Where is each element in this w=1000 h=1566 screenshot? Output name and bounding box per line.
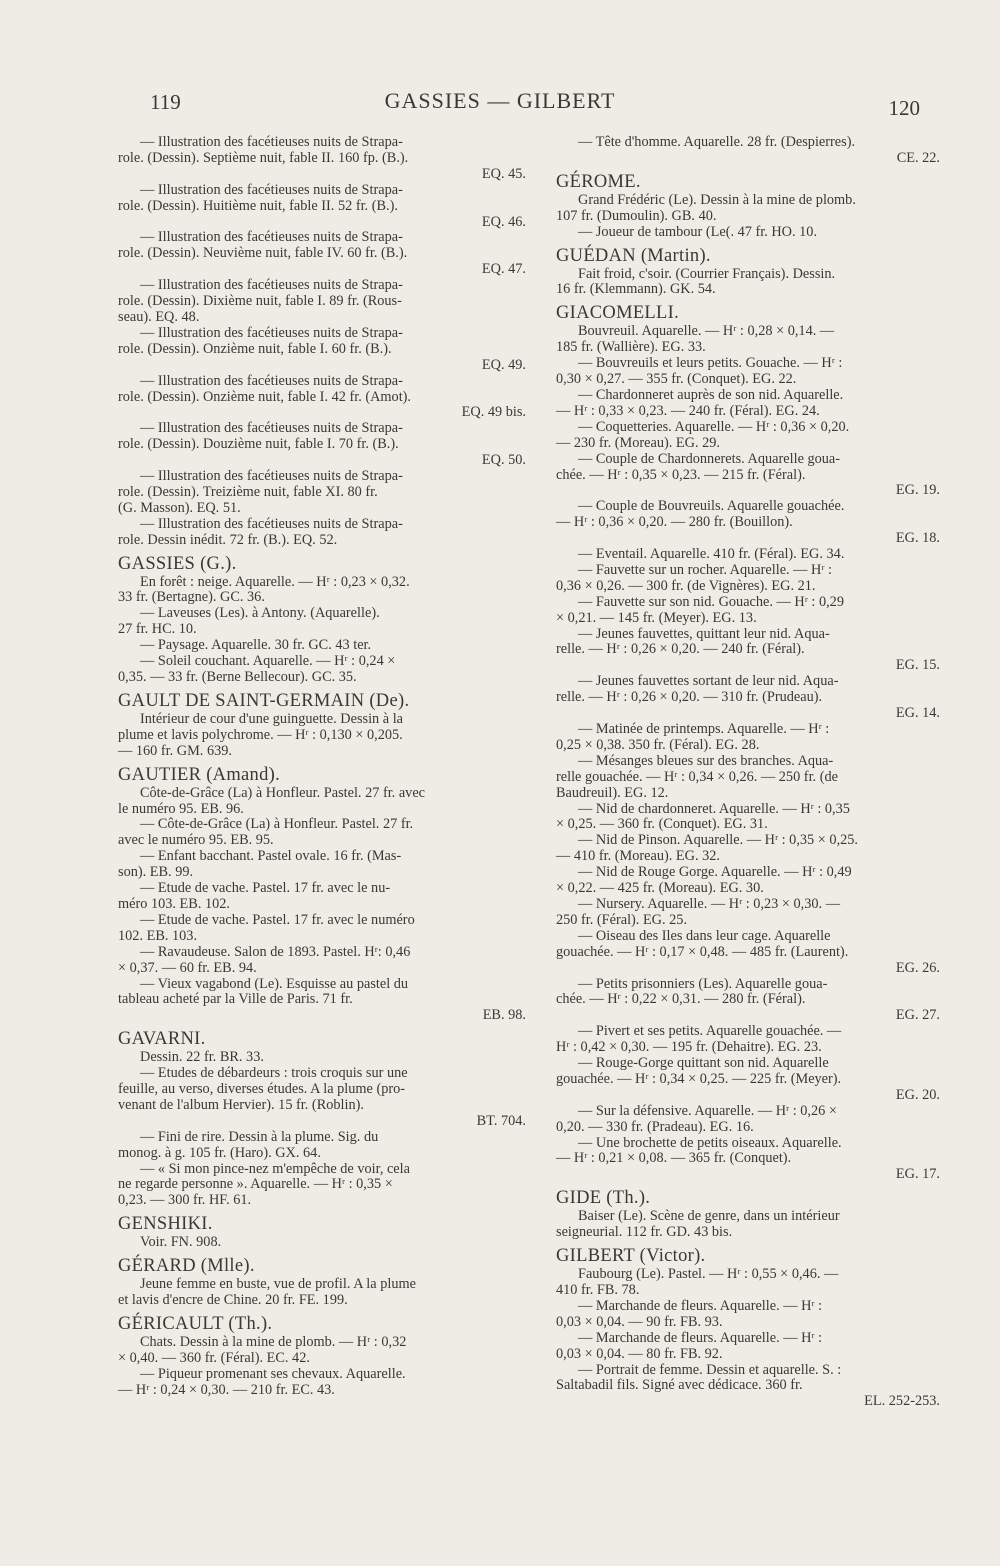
entry-line: méro 103. EB. 102. bbox=[118, 895, 230, 912]
entry-line: EG. 19. bbox=[895, 482, 940, 499]
catalog-entry bbox=[556, 833, 940, 865]
catalog-entry bbox=[556, 802, 940, 834]
entry-line: Côte-de-Grâce (La) à Honfleur. Pastel. 27 fr. avec bbox=[140, 784, 426, 801]
entry-line: — Illustration des facétieuses nuits de Strapa- bbox=[140, 229, 403, 246]
entry-line: — Nid de Rouge Gorge. Aquarelle. — Hʳ : 0,49 bbox=[578, 864, 852, 881]
catalog-entry bbox=[118, 374, 526, 422]
catalog-entry bbox=[118, 817, 526, 849]
artist-heading: GAUTIER (Amand). bbox=[118, 764, 281, 785]
entry-line: 0,23. — 300 fr. HF. 61. bbox=[118, 1192, 252, 1209]
entry-line: role. Dessin inédit. 72 fr. (B.). EQ. 52. bbox=[118, 531, 338, 548]
entry-line: — Illustration des facétieuses nuits de Strapa- bbox=[140, 324, 403, 341]
entry-line: (G. Masson). EQ. 51. bbox=[118, 499, 241, 516]
entry-line: — Chardonneret auprès de son nid. Aquarelle. bbox=[578, 386, 844, 403]
entry-line: — Hʳ : 0,24 × 0,30. — 210 fr. EC. 43. bbox=[118, 1381, 335, 1398]
entry-line: role. (Dessin). Neuvième nuit, fable IV. 60 fr. (B.). bbox=[118, 245, 408, 262]
entry-line: role. (Dessin). Douzième nuit, fable I. 70 fr. (B.). bbox=[118, 436, 399, 453]
entry-line: EQ. 49. bbox=[481, 356, 526, 373]
catalog-entry bbox=[556, 1267, 940, 1299]
entry-line: 410 fr. FB. 78. bbox=[556, 1282, 640, 1298]
entry-line: feuille, au verso, diverses études. A la plume (pro- bbox=[118, 1081, 406, 1098]
entry-line: Bouvreuil. Aquarelle. — Hʳ : 0,28 × 0,14. — bbox=[578, 323, 835, 340]
entry-line: — Nursery. Aquarelle. — Hʳ : 0,23 × 0,30. — bbox=[578, 895, 840, 912]
entry-line: — Tête d'homme. Aquarelle. 28 fr. (Despierres). bbox=[578, 134, 856, 150]
entry-line: EQ. 45. bbox=[481, 165, 526, 182]
entry-line: — Coquetteries. Aquarelle. — Hʳ : 0,36 × 0,20. bbox=[578, 418, 850, 435]
artist-heading: GENSHIKI. bbox=[118, 1214, 213, 1235]
entry-line: relle. — Hʳ : 0,26 × 0,20. — 240 fr. (Féral). bbox=[556, 641, 805, 658]
entry-line: role. (Dessin). Septième nuit, fable II. 160 fp. (B.). bbox=[118, 149, 409, 166]
artist-heading: GÉRICAULT (Th.). bbox=[118, 1314, 273, 1334]
catalog-entry bbox=[118, 1277, 526, 1309]
entry-line: — Etudes de débardeurs : trois croquis sur une bbox=[140, 1065, 408, 1082]
entry-line: EQ. 50. bbox=[481, 452, 526, 469]
entry-line: — Matinée de printemps. Aquarelle. — Hʳ : bbox=[578, 721, 830, 737]
entry-line: EQ. 46. bbox=[481, 213, 526, 230]
catalog-entry bbox=[556, 193, 940, 225]
entry-line: Baudreuil). EG. 12. bbox=[556, 784, 669, 801]
entry-line: 0,36 × 0,26. — 300 fr. (de Vignères). EG. 21. bbox=[556, 577, 816, 594]
catalog-entry bbox=[118, 278, 526, 326]
entry-line: — Petits prisonniers (Les). Aquarelle goua- bbox=[578, 975, 828, 992]
catalog-entry bbox=[118, 913, 526, 945]
entry-line: 185 fr. (Wallière). EG. 33. bbox=[556, 339, 706, 356]
entry-line: — Jeunes fauvettes sortant de leur nid. Aqua- bbox=[578, 673, 839, 690]
artist-heading: GIDE (Th.). bbox=[556, 1188, 651, 1209]
entry-line: — Etude de vache. Pastel. 17 fr. avec le nu- bbox=[140, 880, 391, 897]
entry-line: — Fini de rire. Dessin à la plume. Sig. du bbox=[140, 1128, 379, 1145]
entry-line: 250 fr. (Féral). EG. 25. bbox=[556, 911, 688, 928]
catalog-entry bbox=[556, 1056, 940, 1104]
entry-line: Saltabadil fils. Signé avec dédicace. 360 fr. bbox=[556, 1377, 803, 1394]
catalog-entry bbox=[556, 1363, 940, 1411]
catalog-entry bbox=[118, 1130, 526, 1162]
catalog-entry bbox=[118, 1162, 526, 1210]
entry-line: seigneurial. 112 fr. GD. 43 bis. bbox=[556, 1224, 733, 1241]
page-number-left: 119 bbox=[150, 90, 181, 114]
entry-line: role. (Dessin). Huitième nuit, fable II. 52 fr. (B.). bbox=[118, 197, 398, 214]
entry-line: Intérieur de cour d'une guinguette. Dessin à la bbox=[140, 710, 404, 727]
entry-line: 107 fr. (Dumoulin). GB. 40. bbox=[556, 207, 717, 224]
entry-line: Grand Frédéric (Le). Dessin à la mine de plomb. bbox=[578, 191, 856, 208]
entry-line: EG. 18. bbox=[895, 530, 940, 547]
catalog-entry bbox=[556, 977, 940, 1025]
entry-line: — Vieux vagabond (Le). Esquisse au pastel du bbox=[140, 975, 409, 992]
entry-line: 0,30 × 0,27. — 355 fr. (Conquet). EG. 22. bbox=[556, 371, 797, 388]
catalog-entry bbox=[118, 606, 526, 638]
entry-line: — Paysage. Aquarelle. 30 fr. GC. 43 ter. bbox=[140, 637, 372, 654]
catalog-entry bbox=[556, 627, 940, 675]
catalog-entry bbox=[118, 1235, 526, 1251]
catalog-entry bbox=[556, 563, 940, 595]
catalog-entry bbox=[118, 135, 526, 183]
entry-line: relle. — Hʳ : 0,26 × 0,20. — 310 fr. (Prudeau). bbox=[556, 689, 823, 706]
entry-line: 102. EB. 103. bbox=[118, 927, 198, 944]
catalog-entry bbox=[556, 547, 940, 563]
entry-line: — Mésanges bleues sur des branches. Aqua- bbox=[578, 752, 834, 769]
entry-line: — Illustration des facétieuses nuits de Strapa- bbox=[140, 420, 403, 437]
catalog-entry bbox=[556, 722, 940, 754]
entry-line: Jeune femme en buste, vue de profil. A la plume bbox=[140, 1276, 416, 1293]
catalog-entry bbox=[556, 595, 940, 627]
entry-line: × 0,22. — 425 fr. (Moreau). EG. 30. bbox=[556, 880, 764, 897]
artist-heading: GAVARNI. bbox=[118, 1029, 206, 1050]
entry-line: × 0,40. — 360 fr. (Féral). EC. 42. bbox=[118, 1349, 310, 1366]
entry-line: — Rouge-Gorge quittant son nid. Aquarelle bbox=[578, 1055, 829, 1072]
catalog-entry bbox=[556, 1136, 940, 1184]
entry-line: 16 fr. (Klemmann). GK. 54. bbox=[556, 281, 716, 298]
artist-heading: GIACOMELLI. bbox=[556, 303, 680, 324]
left-column bbox=[118, 135, 526, 1399]
entry-line: — Sur la défensive. Aquarelle. — Hʳ : 0,26 × bbox=[578, 1102, 837, 1119]
entry-line: — Soleil couchant. Aquarelle. — Hʳ : 0,24 × bbox=[140, 653, 396, 670]
entry-line: — Bouvreuils et leurs petits. Gouache. — Hʳ : bbox=[578, 355, 843, 372]
entry-line: — Hʳ : 0,33 × 0,23. — 240 fr. (Féral). EG. 24. bbox=[556, 402, 820, 419]
entry-line: gouachée. — Hʳ : 0,17 × 0,48. — 485 fr. (Laurent). bbox=[556, 943, 849, 960]
entry-line: 33 fr. (Bertagne). GC. 36. bbox=[118, 589, 265, 606]
entry-line: EG. 14. bbox=[895, 705, 940, 722]
entry-line: chée. — Hʳ : 0,22 × 0,31. — 280 fr. (Féral). bbox=[556, 991, 806, 1008]
entry-line: BT. 704. bbox=[476, 1112, 526, 1129]
entry-line: avec le numéro 95. EB. 95. bbox=[118, 832, 274, 849]
entry-line: venant de l'album Hervier). 15 fr. (Roblin). bbox=[118, 1096, 364, 1113]
entry-line: — Laveuses (Les). à Antony. (Aquarelle). bbox=[140, 605, 380, 622]
artist-heading: GÉROME. bbox=[556, 171, 641, 192]
right-column bbox=[556, 135, 940, 1410]
entry-line: En forêt : neige. Aquarelle. — Hʳ : 0,23 × 0,32. bbox=[140, 573, 410, 590]
entry-line: monog. à g. 105 fr. (Haro). GX. 64. bbox=[118, 1144, 321, 1161]
artist-heading: GILBERT (Victor). bbox=[556, 1246, 706, 1267]
entry-line: Hʳ : 0,42 × 0,30. — 195 fr. (Dehaitre). EG. 23. bbox=[556, 1039, 822, 1056]
catalog-entry bbox=[556, 674, 940, 722]
catalog-entry bbox=[118, 977, 526, 1025]
entry-line: 0,25 × 0,38. 350 fr. (Féral). EG. 28. bbox=[556, 736, 760, 753]
artist-heading: GASSIES (G.). bbox=[118, 553, 237, 574]
entry-line: — Pivert et ses petits. Aquarelle gouachée. — bbox=[578, 1023, 842, 1040]
entry-line: — Joueur de tambour (Le(. 47 fr. HO. 10. bbox=[578, 223, 818, 240]
entry-line: et lavis d'encre de Chine. 20 fr. FE. 199. bbox=[118, 1292, 348, 1309]
entry-line: — Hʳ : 0,36 × 0,20. — 280 fr. (Bouillon). bbox=[556, 514, 793, 531]
catalog-entry bbox=[556, 452, 940, 500]
entry-line: — Illustration des facétieuses nuits de Strapa- bbox=[140, 134, 403, 150]
catalog-entry bbox=[118, 712, 526, 760]
entry-line: EG. 15. bbox=[895, 657, 940, 674]
catalog-entry bbox=[556, 388, 940, 420]
entry-line: ne regarde personne ». Aquarelle. — Hʳ : 0,35 × bbox=[118, 1176, 393, 1193]
artist-heading: GAULT DE SAINT-GERMAIN (De). bbox=[118, 690, 410, 711]
catalog-entry bbox=[556, 865, 940, 897]
catalog-entry bbox=[118, 421, 526, 469]
entry-line: — « Si mon pince-nez m'empêche de voir, cela bbox=[140, 1160, 410, 1177]
catalog-entry bbox=[118, 575, 526, 607]
catalog-entry bbox=[118, 849, 526, 881]
page-number-right: 120 bbox=[888, 96, 920, 120]
catalog-entry bbox=[118, 638, 526, 654]
catalog-entry bbox=[118, 1335, 526, 1367]
entry-line: Dessin. 22 fr. BR. 33. bbox=[140, 1049, 264, 1066]
catalog-entry bbox=[118, 786, 526, 818]
entry-line: — Ravaudeuse. Salon de 1893. Pastel. Hʳ: 0,46 bbox=[140, 943, 411, 960]
catalog-entry bbox=[118, 654, 526, 686]
running-title: GASSIES — GILBERT bbox=[384, 88, 616, 113]
entry-line: EQ. 47. bbox=[481, 261, 526, 278]
entry-line: — Illustration des facétieuses nuits de Strapa- bbox=[140, 277, 403, 294]
entry-line: — Nid de chardonneret. Aquarelle. — Hʳ : 0,35 bbox=[578, 800, 850, 817]
catalog-entry bbox=[118, 326, 526, 374]
entry-line: × 0,37. — 60 fr. EB. 94. bbox=[118, 959, 257, 976]
catalog-entry bbox=[118, 1050, 526, 1066]
catalog-entry bbox=[556, 1024, 940, 1056]
entry-line: — Etude de vache. Pastel. 17 fr. avec le numéro bbox=[140, 911, 415, 928]
entry-line: — Hʳ : 0,21 × 0,08. — 365 fr. (Conquet). bbox=[556, 1150, 792, 1167]
catalog-entry bbox=[556, 420, 940, 452]
entry-line: EQ. 49 bis. bbox=[461, 404, 526, 421]
entry-line: — Illustration des facétieuses nuits de Strapa- bbox=[140, 515, 403, 532]
entry-line: × 0,25. — 360 fr. (Conquet). EG. 31. bbox=[556, 816, 768, 833]
entry-line: EG. 17. bbox=[895, 1166, 940, 1183]
entry-line: — Marchande de fleurs. Aquarelle. — Hʳ : bbox=[578, 1329, 823, 1346]
entry-line: × 0,21. — 145 fr. (Meyer). EG. 13. bbox=[556, 609, 757, 626]
page-header bbox=[0, 88, 1000, 128]
entry-line: role. (Dessin). Dixième nuit, fable I. 89 fr. (Rous- bbox=[118, 293, 402, 310]
catalog-entry bbox=[556, 1209, 940, 1241]
catalog-entry bbox=[556, 1104, 940, 1136]
catalog-entry bbox=[118, 517, 526, 549]
entry-line: 27 fr. HC. 10. bbox=[118, 621, 197, 638]
entry-line: — Nid de Pinson. Aquarelle. — Hʳ : 0,35 × 0,25. bbox=[578, 832, 859, 849]
entry-line: role. (Dessin). Onzième nuit, fable I. 60 fr. (B.). bbox=[118, 340, 392, 357]
entry-line: — Eventail. Aquarelle. 410 fr. (Féral). EG. 34. bbox=[578, 546, 845, 563]
entry-line: EB. 98. bbox=[482, 1007, 526, 1024]
catalog-entry bbox=[556, 356, 940, 388]
entry-line: — Une brochette de petits oiseaux. Aquarelle. bbox=[578, 1134, 842, 1151]
catalog-entry bbox=[556, 135, 940, 167]
entry-line: EG. 26. bbox=[895, 959, 940, 976]
catalog-entry bbox=[556, 267, 940, 299]
entry-line: — Enfant bacchant. Pastel ovale. 16 fr. (Mas- bbox=[140, 848, 402, 865]
entry-line: Baiser (Le). Scène de genre, dans un intérieur bbox=[578, 1208, 840, 1225]
entry-line: plume et lavis polychrome. — Hʳ : 0,130 × 0,205. bbox=[118, 726, 403, 743]
catalog-entry bbox=[556, 929, 940, 977]
entry-line: 0,03 × 0,04. — 90 fr. FB. 93. bbox=[556, 1313, 723, 1330]
entry-line: 0,35. — 33 fr. (Berne Bellecour). GC. 35. bbox=[118, 669, 357, 685]
catalog-entry bbox=[118, 1066, 526, 1130]
catalog-entry bbox=[556, 897, 940, 929]
entry-line: EL. 252-253. bbox=[864, 1393, 940, 1410]
entry-line: — Illustration des facétieuses nuits de Strapa- bbox=[140, 468, 403, 485]
entry-line: Voir. FN. 908. bbox=[140, 1234, 222, 1251]
entry-line: EG. 27. bbox=[895, 1007, 940, 1024]
entry-line: — 160 fr. GM. 639. bbox=[118, 742, 232, 759]
entry-line: — Couple de Bouvreuils. Aquarelle gouachée. bbox=[578, 498, 845, 515]
catalog-entry bbox=[118, 469, 526, 517]
entry-line: — 230 fr. (Moreau). EG. 29. bbox=[556, 434, 720, 451]
artist-heading: GÉRARD (Mlle). bbox=[118, 1256, 255, 1277]
entry-line: Chats. Dessin à la mine de plomb. — Hʳ : 0,32 bbox=[140, 1334, 407, 1350]
catalog-entry bbox=[556, 754, 940, 802]
catalog-entry bbox=[118, 881, 526, 913]
entry-line: — Fauvette sur son nid. Gouache. — Hʳ : 0,29 bbox=[578, 593, 844, 610]
entry-line: role. (Dessin). Onzième nuit, fable I. 42 fr. (Amot). bbox=[118, 388, 412, 405]
entry-line: — Illustration des facétieuses nuits de Strapa- bbox=[140, 181, 403, 198]
entry-line: Fait froid, c'soir. (Courrier Français). Dessin. bbox=[578, 265, 836, 282]
entry-line: seau). EQ. 48. bbox=[118, 308, 200, 325]
catalog-entry bbox=[556, 324, 940, 356]
artist-heading: GUÉDAN (Martin). bbox=[556, 245, 711, 266]
entry-line: — Portrait de femme. Dessin et aquarelle. S. : bbox=[578, 1361, 842, 1378]
entry-line: EG. 20. bbox=[895, 1086, 940, 1103]
entry-line: 0,03 × 0,04. — 80 fr. FB. 92. bbox=[556, 1345, 723, 1362]
entry-line: Faubourg (Le). Pastel. — Hʳ : 0,55 × 0,46. — bbox=[578, 1266, 839, 1283]
entry-line: le numéro 95. EB. 96. bbox=[118, 800, 244, 817]
entry-line: — Piqueur promenant ses chevaux. Aquarelle. bbox=[140, 1365, 406, 1382]
entry-line: CE. 22. bbox=[896, 149, 940, 166]
entry-line: relle gouachée. — Hʳ : 0,34 × 0,26. — 250 fr. (de bbox=[556, 768, 838, 785]
entry-line: 0,20. — 330 fr. (Pradeau). EG. 16. bbox=[556, 1118, 754, 1135]
catalog-entry bbox=[556, 499, 940, 547]
entry-line: — Côte-de-Grâce (La) à Honfleur. Pastel. 27 fr. bbox=[140, 816, 414, 833]
entry-line: gouachée. — Hʳ : 0,34 × 0,25. — 225 fr. (Meyer). bbox=[556, 1070, 842, 1087]
entry-line: — Couple de Chardonnerets. Aquarelle goua- bbox=[578, 450, 841, 467]
entry-line: tableau acheté par la Ville de Paris. 71 fr. bbox=[118, 991, 353, 1008]
entry-line: — Jeunes fauvettes, quittant leur nid. Aqua- bbox=[578, 625, 830, 642]
catalog-entry bbox=[556, 1331, 940, 1363]
entry-line: son). EB. 99. bbox=[118, 864, 194, 881]
catalog-entry bbox=[118, 183, 526, 231]
catalog-entry bbox=[118, 945, 526, 977]
catalog-entry bbox=[556, 1299, 940, 1331]
entry-line: — Fauvette sur un rocher. Aquarelle. — Hʳ : bbox=[578, 561, 833, 578]
entry-line: role. (Dessin). Treizième nuit, fable XI. 80 fr. bbox=[118, 483, 378, 500]
catalog-entry bbox=[118, 230, 526, 278]
entry-line: — 410 fr. (Moreau). EG. 32. bbox=[556, 848, 720, 865]
entry-line: — Oiseau des Iles dans leur cage. Aquarelle bbox=[578, 927, 831, 944]
entry-line: chée. — Hʳ : 0,35 × 0,23. — 215 fr. (Féral). bbox=[556, 466, 806, 483]
entry-line: — Marchande de fleurs. Aquarelle. — Hʳ : bbox=[578, 1297, 823, 1314]
catalog-entry bbox=[556, 225, 940, 241]
catalog-entry bbox=[118, 1367, 526, 1399]
entry-line: — Illustration des facétieuses nuits de Strapa- bbox=[140, 372, 403, 389]
